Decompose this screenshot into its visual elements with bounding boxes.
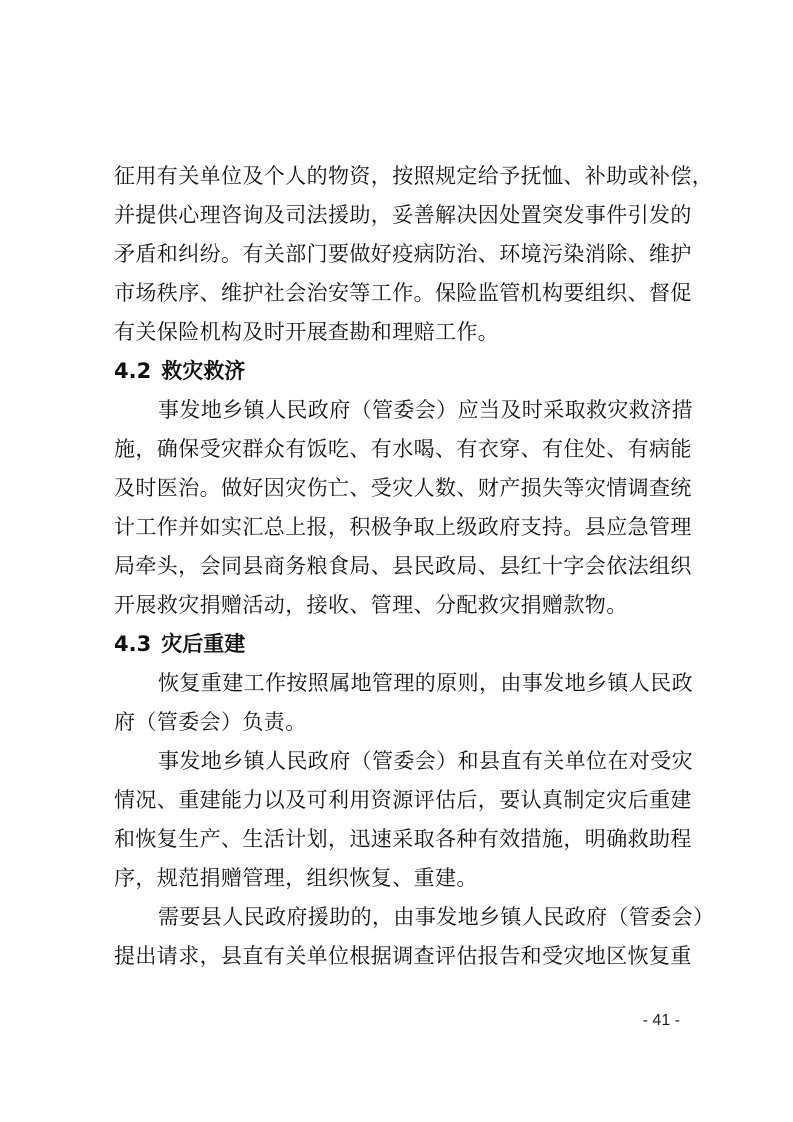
text-line: 市场秩序、维护社会治安等工作。保险监管机构要组织、督促 xyxy=(114,281,692,305)
text-line: 序，规范捐赠管理，组织恢复、重建。 xyxy=(114,866,478,890)
paragraph-reconstruction-principle xyxy=(114,664,693,742)
section-title: 救灾救济 xyxy=(161,359,246,383)
text-line: 事发地乡镇人民政府（管委会）和县直有关单位在对受灾 xyxy=(158,749,693,773)
section-number: 4.2 xyxy=(114,359,152,383)
text-line: 施，确保受灾群众有饭吃、有水喝、有衣穿、有住处、有病能 xyxy=(114,437,692,461)
text-line: 并提供心理咨询及司法援助，妥善解决因处置突发事件引发的 xyxy=(114,203,692,227)
text-line: 事发地乡镇人民政府（管委会）应当及时采取救灾救济措 xyxy=(158,398,693,422)
section-number: 4.3 xyxy=(114,632,152,656)
paragraph-relief xyxy=(114,391,693,625)
text-line: 府（管委会）负责。 xyxy=(114,710,307,734)
text-line: 恢复重建工作按照属地管理的原则，由事发地乡镇人民政 xyxy=(158,671,693,695)
section-heading-4-2 xyxy=(114,352,684,391)
text-line: 和恢复生产、生活计划，迅速采取各种有效措施，明确救助程 xyxy=(114,827,692,851)
page-number: - 41 - xyxy=(642,1012,680,1029)
text-line: 情况、重建能力以及可利用资源评估后，要认真制定灾后重建 xyxy=(114,788,692,812)
paragraph-continuation xyxy=(114,157,714,352)
text-line: 有关保险机构及时开展查勘和理赔工作。 xyxy=(114,320,500,344)
document-body xyxy=(114,157,715,976)
paragraph-reconstruction-plan xyxy=(114,742,693,898)
text-line: 计工作并如实汇总上报，积极争取上级政府支持。县应急管理 xyxy=(114,515,692,539)
text-line: 及时医治。做好因灾伤亡、受灾人数、财产损失等灾情调查统 xyxy=(114,476,692,500)
section-heading-4-3 xyxy=(114,625,684,664)
section-title: 灾后重建 xyxy=(161,632,246,656)
text-line: 需要县人民政府援助的，由事发地乡镇人民政府（管委会） xyxy=(158,905,715,929)
text-line: 局牵头，会同县商务粮食局、县民政局、县红十字会依法组织 xyxy=(114,554,692,578)
text-line: 开展救灾捐赠活动，接收、管理、分配救灾捐赠款物。 xyxy=(114,593,628,617)
paragraph-county-assistance xyxy=(114,898,715,976)
text-line: 提出请求，县直有关单位根据调查评估报告和受灾地区恢复重 xyxy=(114,944,692,968)
text-line: 矛盾和纠纷。有关部门要做好疫病防治、环境污染消除、维护 xyxy=(114,242,692,266)
text-line: 征用有关单位及个人的物资，按照规定给予抚恤、补助或补偿， xyxy=(114,164,714,188)
